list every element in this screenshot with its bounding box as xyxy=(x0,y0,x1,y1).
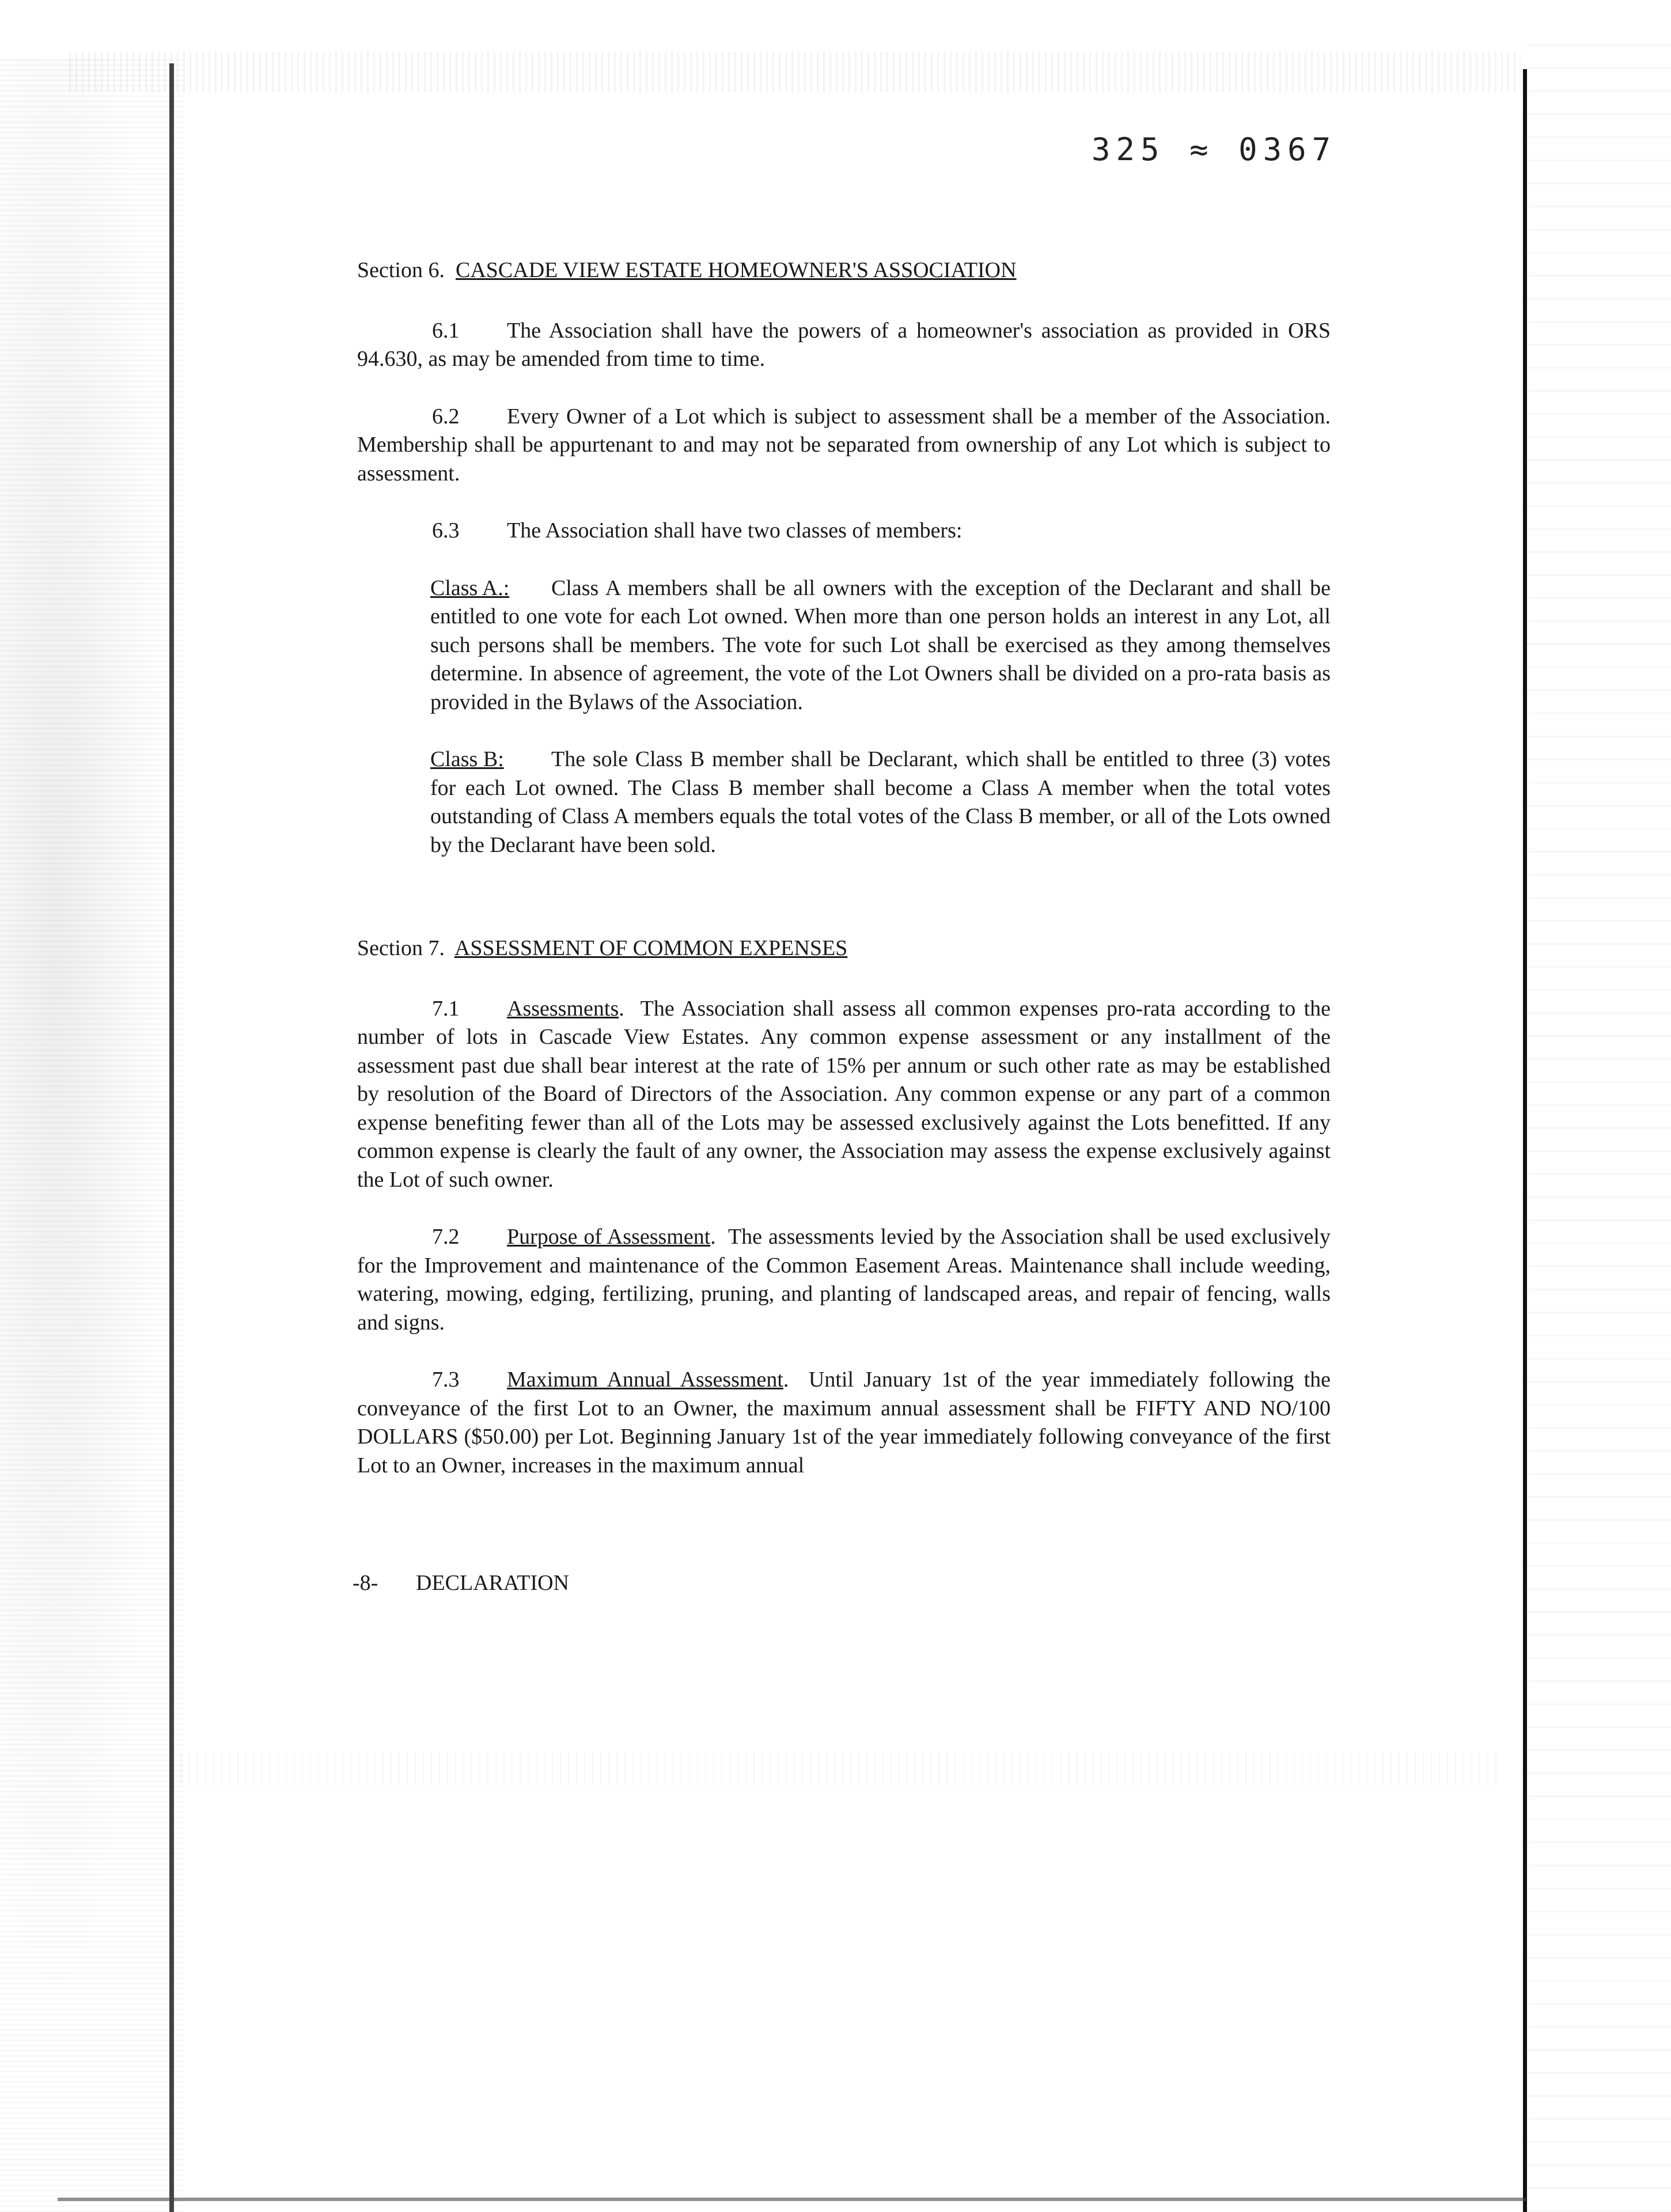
paragraph-text: The Association shall have two classes of members: xyxy=(507,518,963,543)
section-6-heading xyxy=(357,256,1331,285)
scan-noise-top xyxy=(69,52,1521,92)
page-footer xyxy=(353,1570,569,1596)
paragraph-text: The Association shall have the powers of a homeowner's association as provided in ORS 94.630, as may be amended from time to time. xyxy=(357,318,1331,371)
section-7-title: ASSESSMENT OF COMMON EXPENSES xyxy=(454,936,848,960)
paragraph-heading: Maximum Annual Assessment xyxy=(507,1368,783,1392)
class-a-definition xyxy=(430,574,1331,717)
section-6-label: Section 6. xyxy=(357,258,445,282)
paragraph-text: The assessments levied by the Association shall be used exclusively for the Improvement and maintenance of the Common Easement Areas. Maintenance shall include weeding, watering, mowing, edging, fertilizing, pruning, and planting of landscaped areas, and repair of fencing, walls and signs. xyxy=(357,1225,1331,1335)
paragraph-number: 6.1 xyxy=(432,318,460,343)
section-7-heading xyxy=(357,934,1331,963)
footer-label: DECLARATION xyxy=(416,1571,569,1595)
paragraph-heading: Purpose of Assessment xyxy=(507,1225,711,1249)
document-page-number: 325 ≈ 0367 xyxy=(1092,131,1337,168)
scan-noise-bottom xyxy=(173,1751,1498,1786)
class-b-text: The sole Class B member shall be Declarant, which shall be entitled to three (3) votes for each Lot owned. The Class B member shall become a Class A member when the total votes outstanding of Class A members equals the total votes of the Class B member, or all of the Lots owned by the Declarant have been sold. xyxy=(430,747,1331,857)
paragraph-7-3: 7.3 Maximum Annual Assessment. Until January 1st of the year immediately following the conveyance of the first Lot to an Owner, the maximum annual assessment shall be FIFTY AND NO/100 DOLLARS ($50.00) per Lot. Beginning January 1st of the year immediately following conveyance of the first Lot to an Owner, increases in the maximum annual xyxy=(357,1366,1331,1480)
paragraph-7-2: 7.2 Purpose of Assessment. The assessments levied by the Association shall be used exclusively for the Improvement and maintenance of the Common Easement Areas. Maintenance shall include weeding, watering, mowing, edging, fertilizing, pruning, and planting of landscaped areas, and repair of fencing, walls and signs. xyxy=(357,1223,1331,1337)
binding-edge-left xyxy=(169,63,174,2212)
paragraph-6-2 xyxy=(357,403,1331,488)
scan-noise-right xyxy=(1526,35,1671,2212)
paragraph-text: The Association shall assess all common expenses pro-rata according to the number of lots in Cascade View Estates. Any common expense assessment or any installment of the assessment past due shall bear interest at the rate of 15% per annum or such other rate as may be established by resolution of the Board of Directors of the Association. Any common expense or any part of a common expense benefiting fewer than all of the Lots may be assessed exclusively against the Lots benefitted. If any common expense is clearly the fault of any owner, the Association may assess the expense exclusively against the Lot of such owner. xyxy=(357,996,1331,1192)
binding-edge-right xyxy=(1523,69,1527,2212)
class-b-label: Class B: xyxy=(430,747,504,771)
paragraph-number: 6.3 xyxy=(432,518,460,543)
section-7-label: Section 7. xyxy=(357,936,445,960)
paragraph-7-1: 7.1 Assessments. The Association shall assess all common expenses pro-rata according to the number of lots in Cascade View Estates. Any common expense assessment or any installment of the assessment past due shall bear interest at the rate of 15% per annum or such other rate as may be established by resolution of the Board of Directors of the Association. Any common expense or any part of a common expense benefiting fewer than all of the Lots may be assessed exclusively against the Lots benefitted. If any common expense is clearly the fault of any owner, the Association may assess the expense exclusively against the Lot of such owner. xyxy=(357,995,1331,1195)
class-a-label: Class A.: xyxy=(430,575,510,600)
paragraph-6-3 xyxy=(357,517,1331,546)
paragraph-number: 7.1 xyxy=(432,996,460,1021)
paragraph-6-1 xyxy=(357,317,1331,374)
class-b-definition xyxy=(430,745,1331,859)
scan-noise-left xyxy=(0,58,184,2212)
paragraph-number: 7.3 xyxy=(432,1368,460,1392)
paragraph-text: Until January 1st of the year immediately following the conveyance of the first Lot to an Owner, the maximum annual assessment shall be FIFTY AND NO/100 DOLLARS ($50.00) per Lot. Beginning January 1st of the year immediately following conveyance of the first Lot to an Owner, increases in the maximum annual xyxy=(357,1368,1331,1478)
paragraph-heading: Assessments xyxy=(507,996,619,1021)
footer-page-number: -8- xyxy=(353,1571,378,1595)
paragraph-number: 7.2 xyxy=(432,1225,460,1249)
document-body xyxy=(357,256,1331,1480)
class-a-text: Class A members shall be all owners with the exception of the Declarant and shall be entitled to one vote for each Lot owned. When more than one person holds an interest in any Lot, all such persons shall be members. The vote for such Lot shall be exercised as they among themselves determine. In absence of agreement, the vote of the Lot Owners shall be divided on a pro-rata basis as provided in the Bylaws of the Association. xyxy=(430,575,1331,714)
scan-edge-bottom xyxy=(58,2198,1526,2201)
paragraph-text: Every Owner of a Lot which is subject to assessment shall be a member of the Association. Membership shall be appurtenant to and may not be separated from ownership of any Lot which is subject to assessment. xyxy=(357,404,1331,486)
paragraph-number: 6.2 xyxy=(432,404,460,429)
section-6-title: CASCADE VIEW ESTATE HOMEOWNER'S ASSOCIATION xyxy=(455,258,1017,282)
